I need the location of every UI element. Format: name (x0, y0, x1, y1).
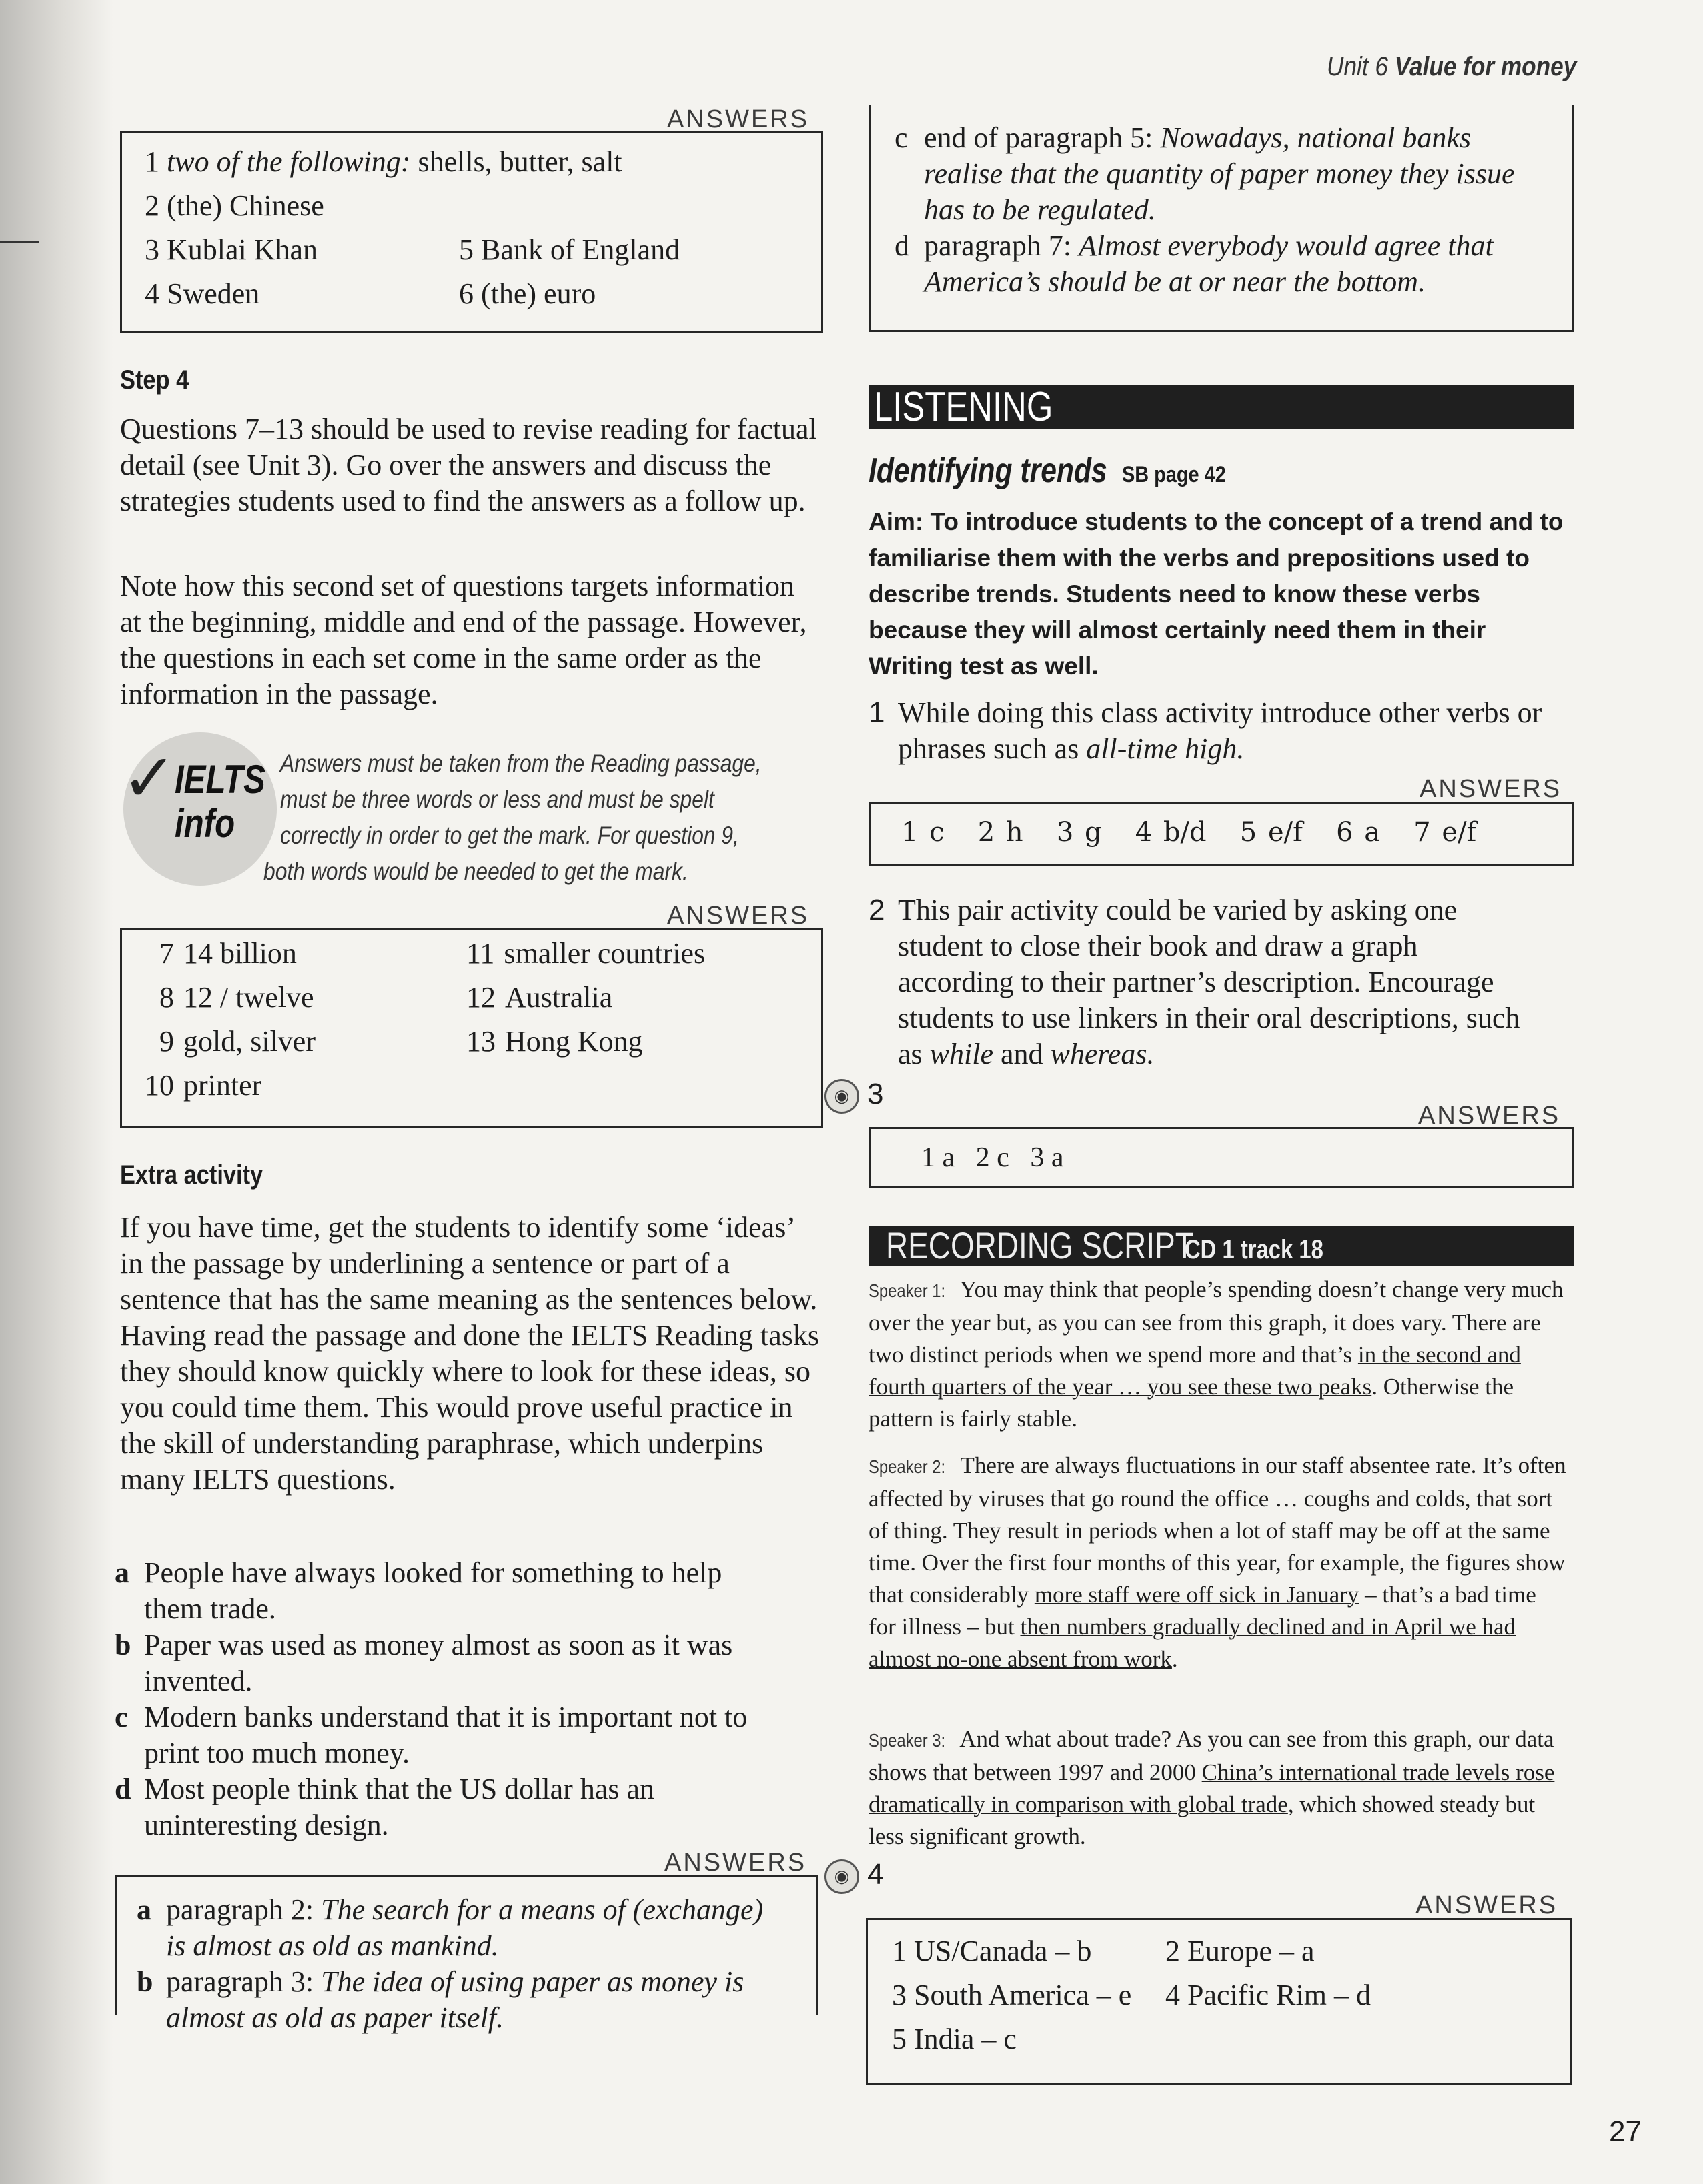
answers-grid (145, 932, 773, 1108)
list-item (115, 1771, 782, 1843)
script-text: . Otherwise the pattern is fairly stable. (869, 1374, 1514, 1432)
speaker-1-text (869, 1274, 1569, 1435)
answer-number: 9 (159, 1025, 174, 1058)
list-text: Most people think that the US dollar has an uninteresting design. (144, 1773, 654, 1841)
answer-item (895, 228, 1548, 300)
list-letter: d (115, 1773, 131, 1805)
answer-item (145, 184, 324, 228)
cd-audio-icon: ◉ (824, 1859, 859, 1894)
script-underlined: then numbers gradually declined and in April we had almost no-one absent from work (869, 1614, 1516, 1672)
answer-item: 1 US/Canada – b (892, 1935, 1092, 1967)
answer-text: (the) euro (481, 277, 596, 310)
answers-box-1 (120, 131, 823, 333)
speaker-3-text (869, 1723, 1569, 1853)
answer-text: 4 b/d (1135, 817, 1207, 848)
answer-text: shells, butter, salt (418, 145, 622, 178)
activity-number: 2 (869, 894, 885, 926)
activity-text-italic: whereas. (1050, 1038, 1155, 1070)
answers-label: ANSWERS (667, 105, 810, 133)
answer-number: 7 (159, 937, 174, 970)
sb-page-ref: SB page 42 (1122, 462, 1227, 487)
answer-item (466, 976, 773, 1020)
answer-text: 3 a (1030, 1142, 1064, 1173)
answers-box-listening-4 (866, 1918, 1572, 2085)
answers-box-2 (120, 928, 823, 1128)
page-binding-shadow (0, 0, 113, 2184)
answers-label: ANSWERS (1415, 1891, 1558, 1919)
answer-text: 2 h (977, 817, 1023, 848)
list-item (115, 1699, 782, 1771)
answer-number: 1 (145, 145, 159, 178)
list-letter: b (115, 1628, 131, 1661)
answer-text: Hong Kong (505, 1025, 643, 1058)
script-underlined: more staff were off sick in January (1034, 1582, 1359, 1608)
speaker-label: Speaker 3: (869, 1730, 946, 1751)
answer-item (145, 228, 318, 272)
answer-item: 4 Pacific Rim – d (1165, 1979, 1371, 2011)
list-text: People have always looked for something to help them trade. (144, 1556, 722, 1625)
answer-item (466, 932, 773, 976)
answer-item (159, 976, 466, 1020)
ielts-badge-word: info (175, 801, 235, 846)
answer-quote: The search for a means of (exchange) is almost as old as mankind. (166, 1893, 764, 1962)
script-text: You may think that people’s spending doesn’t change very much over the year but, as you can see from this graph, it does vary. There are two distinct periods when we spend more and that’s (869, 1276, 1564, 1368)
answer-text: 2 c (975, 1142, 1009, 1173)
answer-text: 3 g (1056, 817, 1102, 848)
answer-number: 4 (145, 277, 159, 310)
page-number: 27 (1609, 2115, 1642, 2148)
unit-title: Value for money (1394, 52, 1576, 81)
answer-text: Australia (505, 981, 613, 1014)
answers-label: ANSWERS (1418, 1102, 1561, 1130)
answer-text: smaller countries (504, 937, 706, 970)
answers-label: ANSWERS (1420, 775, 1562, 803)
answers-row (901, 814, 1476, 850)
answer-letter: b (137, 1965, 153, 1998)
answer-text: (the) Chinese (167, 189, 324, 222)
answer-text: Bank of England (481, 233, 680, 266)
answers-label: ANSWERS (664, 1849, 807, 1877)
speaker-2-text (869, 1450, 1569, 1675)
answer-item (459, 228, 680, 272)
answer-item (145, 1064, 466, 1108)
answer-item (895, 120, 1548, 228)
subheading (869, 451, 1245, 491)
answer-number: 13 (466, 1025, 496, 1058)
activity-text: and (1000, 1038, 1043, 1070)
answer-prefix: paragraph 3: (166, 1965, 314, 1998)
section-title: LISTENING (874, 384, 1053, 430)
answer-prefix: end of paragraph 5: (924, 121, 1153, 154)
activity-number: 4 (867, 1858, 884, 1891)
activity-text-italic: while (929, 1038, 993, 1070)
script-text: There are always fluctuations in our staff absentee rate. It’s often affected by viruses that go round the office … coughs and colds, that sort of thing. They result in periods when a lot of staff may be off at the same time. Over the first four months of this year, for example, the figures show that considerably (869, 1452, 1566, 1608)
answer-item: 3 South America – e (892, 1979, 1132, 2011)
answers-box-listening-3 (869, 1127, 1574, 1188)
ielts-note-line: correctly in order to get the mark. For question 9, (280, 822, 739, 849)
step-heading: Step 4 (120, 365, 189, 395)
list-text: Paper was used as money almost as soon as it was invented. (144, 1628, 733, 1697)
answer-text: 7 e/f (1413, 817, 1477, 848)
answers-box-3 (115, 1875, 818, 2034)
answer-text: gold, silver (183, 1025, 316, 1058)
answer-letter: d (895, 229, 909, 262)
answer-number: 10 (145, 1069, 174, 1102)
answers-label: ANSWERS (667, 902, 810, 930)
activity-text: This pair activity could be varied by asking one student to close their book and draw a graph according to their partner’s description. Encourage students to use linkers in their oral descriptions, such as (898, 894, 1520, 1070)
answer-quote: The idea of using paper as money is almost as old as paper itself. (166, 1965, 744, 2034)
section-title: RECORDING SCRIPT (886, 1224, 1194, 1266)
script-underlined: in the second and fourth quarters of the year … you see these two peaks (869, 1342, 1521, 1400)
ielts-note-line: must be three words or less and must be spelt (280, 786, 714, 813)
answers-row (921, 1140, 1063, 1176)
answer-text: 1 a (921, 1142, 955, 1173)
answer-item: 2 Europe – a (1165, 1935, 1315, 1967)
answer-item (137, 1964, 777, 2036)
recording-script-banner (869, 1226, 1574, 1266)
answer-item (137, 1892, 777, 1964)
ielts-info-note (263, 854, 757, 890)
answer-number: 8 (159, 981, 174, 1014)
unit-number: Unit 6 (1326, 52, 1388, 81)
answer-number: 6 (459, 277, 474, 310)
step-paragraph-2: Note how this second set of questions targets information at the beginning, middle and end of the passage. However, the questions in each set come in the same order as the information in the passage. (120, 570, 807, 710)
answer-item: 5 India – c (892, 2023, 1017, 2055)
answer-number: 12 (466, 981, 496, 1014)
answer-item (466, 1020, 773, 1064)
unit-header (1327, 52, 1576, 82)
listening-banner (869, 385, 1574, 429)
answer-item (145, 140, 622, 184)
script-text: , which showed steady but less significant growth. (869, 1791, 1536, 1849)
answer-prefix: paragraph 2: (166, 1893, 314, 1926)
list-text: Modern banks understand that it is important not to print too much money. (144, 1701, 748, 1769)
answer-text: printer (183, 1069, 262, 1102)
ielts-info-note (280, 746, 840, 854)
script-text: And what about trade? As you can see from this graph, our data shows that between 1997 and 2000 (869, 1726, 1554, 1785)
aim-text: Aim: To introduce students to the concept of a trend and to familiarise them with the verbs and prepositions used to describe trends. Students need to know these verbs because they will almost certainly need them in their Writing test as well. (869, 508, 1564, 680)
answer-letter: a (137, 1893, 151, 1926)
subheading-title: Identifying trends (869, 451, 1107, 490)
answer-text: 1 c (901, 817, 945, 848)
answer-text: 6 a (1336, 817, 1381, 848)
answer-quote: Nowadays, national banks realise that the quantity of paper money they issue has to be regulated. (924, 121, 1515, 226)
list-item (115, 1627, 782, 1699)
ielts-note-line: Answers must be taken from the Reading passage, (280, 750, 762, 777)
checkmark-icon: ✓ (121, 739, 177, 817)
ielts-note-line: both words would be needed to get the mark. (263, 858, 688, 885)
answer-text: 14 billion (183, 937, 297, 970)
activity-item (869, 695, 1576, 767)
activity-number: 3 (867, 1078, 884, 1110)
answer-number: 11 (466, 937, 495, 970)
list-item (115, 1555, 782, 1627)
answer-number: 3 (145, 233, 159, 266)
answers-box-continued (869, 105, 1574, 332)
cd-audio-icon: ◉ (824, 1079, 859, 1114)
activity-item (869, 892, 1536, 1072)
script-underlined: China’s international trade levels rose dramatically in comparison with global trade (869, 1759, 1555, 1817)
answer-letter: c (895, 121, 908, 154)
list-letter: c (115, 1701, 128, 1733)
answer-item (459, 272, 596, 316)
answer-text: 5 e/f (1239, 817, 1303, 848)
speaker-label: Speaker 2: (869, 1456, 946, 1477)
answer-item (145, 272, 259, 316)
answer-number: 5 (459, 233, 474, 266)
answer-text: 12 / twelve (183, 981, 314, 1014)
binding-mark (0, 241, 39, 243)
answers-box-listening-1 (869, 802, 1574, 866)
track-label: CD 1 track 18 (1184, 1235, 1323, 1264)
answer-text: Kublai Khan (167, 233, 318, 266)
answer-number: 2 (145, 189, 159, 222)
extra-activity-paragraph: If you have time, get the students to identify some ‘ideas’ in the passage by underlining a sentence or part of a sentence that has the same meaning as the sentences below. Having read the passage and done the IELTS Reading tasks they should know quickly where to look for these ideas, so you could time them. This would prove useful practice in the skill of understanding paraphrase, which underpins many IELTS questions. (120, 1211, 819, 1496)
answer-text: Sweden (167, 277, 260, 310)
speaker-label: Speaker 1: (869, 1280, 946, 1301)
script-text: – that’s a bad time for illness – but (869, 1582, 1536, 1640)
list-letter: a (115, 1556, 129, 1589)
step-paragraph-1: Questions 7–13 should be used to revise reading for factual detail (see Unit 3). Go over the answers and discuss the strategies students used to find the answers as a follow up. (120, 413, 817, 517)
answer-item (159, 932, 466, 976)
answer-item (159, 1020, 466, 1064)
activity-text-italic: all-time high. (1086, 732, 1245, 765)
activity-number: 1 (869, 696, 885, 729)
answer-quote: Almost everybody would agree that America’s should be at or near the bottom. (924, 229, 1494, 298)
ielts-badge-word: IELTS (175, 757, 265, 802)
activity-text: While doing this class activity introduce other verbs or phrases such as (898, 696, 1542, 765)
extra-activity-heading: Extra activity (120, 1160, 263, 1190)
answer-prefix: paragraph 7: (924, 229, 1072, 262)
answer-prefix: two of the following: (167, 145, 411, 178)
script-text: . (1171, 1646, 1178, 1672)
